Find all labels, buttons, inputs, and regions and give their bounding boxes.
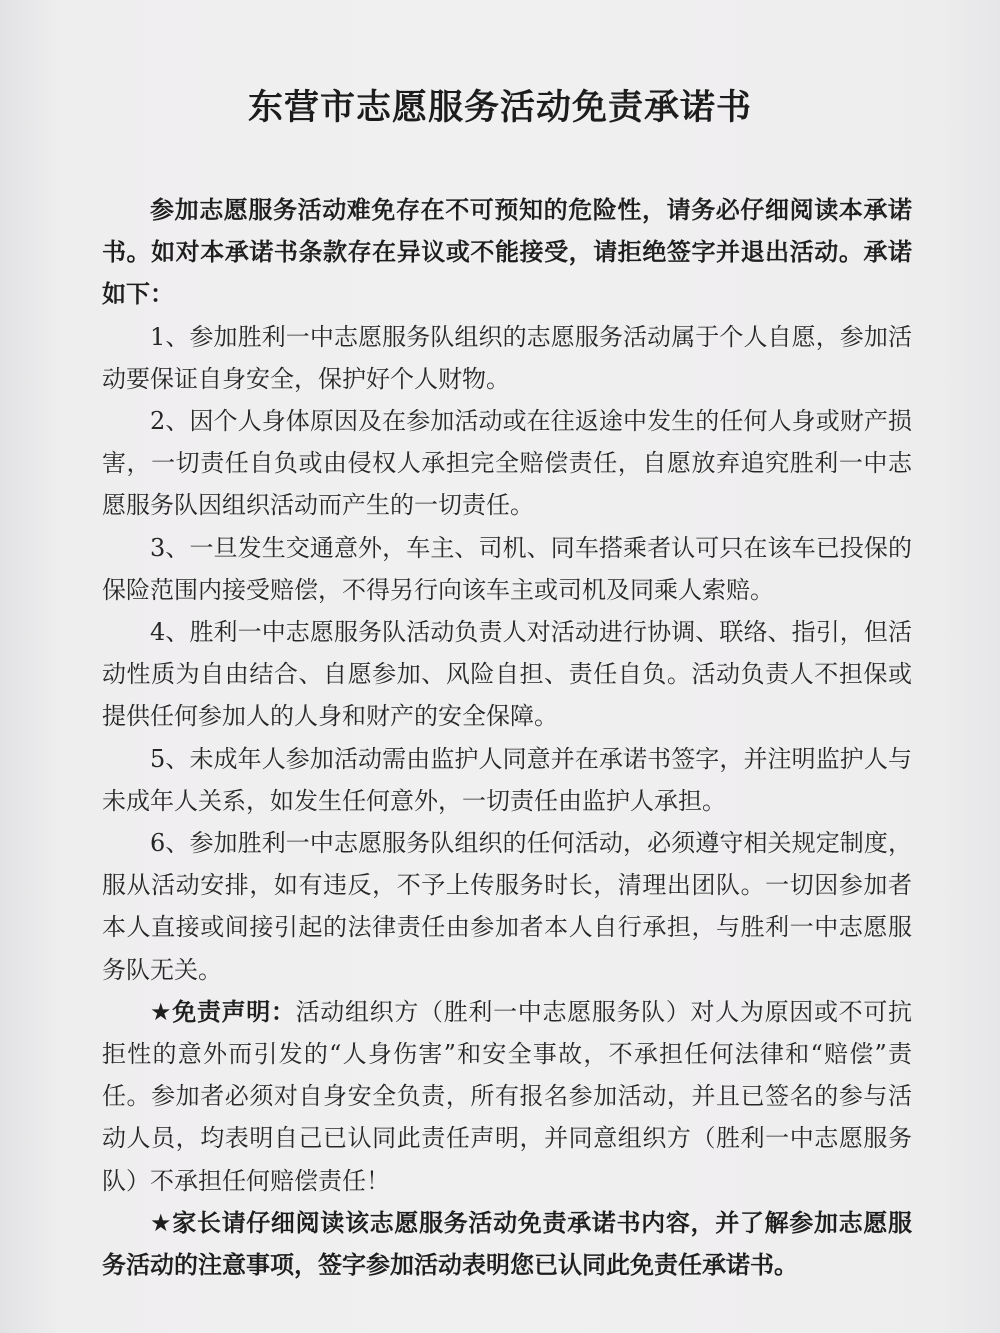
- clause-2: 2、因个人身体原因及在参加活动或在往返途中发生的任何人身或财产损害，一切责任自负或由侵权人承担完全赔偿责任，自愿放弃追究胜利一中志愿服务队因组织活动而产生的一切责任。: [102, 407, 912, 520]
- clause-3: 3、一旦发生交通意外，车主、司机、同车搭乘者认可只在该车已投保的保险范围内接受赔偿，不得另行向该车主或司机及同乘人索赔。: [102, 533, 912, 604]
- intro-paragraph: 参加志愿服务活动难免存在不可预知的危险性，请务必仔细阅读本承诺书。如对本承诺书条款存在异议或不能接受，请拒绝签字并退出活动。承诺如下：: [102, 196, 912, 309]
- clause-6: 6、参加胜利一中志愿服务队组织的任何活动，必须遵守相关规定制度，服从活动安排，如有违反，不予上传服务时长，清理出团队。一切因参加者本人直接或间接引起的法律责任由参加者本人自行承担，与胜利一中志愿服务队无关。: [102, 829, 912, 984]
- document-body: [102, 189, 912, 1286]
- clause-5: 5、未成年人参加活动需由监护人同意并在承诺书签字，并注明监护人与未成年人关系，如发生任何意外，一切责任由监护人承担。: [102, 744, 912, 815]
- disclaimer-text: 活动组织方（胜利一中志愿服务队）对人为原因或不可抗拒性的意外而引发的“人身伤害”和安全事故，不承担任何法律和“赔偿”责任。参加者必须对自身安全负责，所有报名参加活动，并且已签名的参与活动人员，均表明自己已认同此责任声明，并同意组织方（胜利一中志愿服务队）不承担任何赔偿责任！: [102, 997, 913, 1195]
- disclaimer-label: ★免责声明：: [150, 997, 296, 1026]
- clause-4: 4、胜利一中志愿服务队活动负责人对活动进行协调、联络、指引，但活动性质为自由结合、自愿参加、风险自担、责任自负。活动负责人不担保或提供任何参加人的人身和财产的安全保障。: [102, 618, 912, 731]
- page-title: 东营市志愿服务活动免责承诺书: [247, 87, 752, 128]
- disclaimer-paragraph: [102, 991, 912, 1202]
- clause-1: 1、参加胜利一中志愿服务队组织的志愿服务活动属于个人自愿，参加活动要保证自身安全，保护好个人财物。: [102, 322, 912, 393]
- parent-notice: ★家长请仔细阅读该志愿服务活动免责承诺书内容，并了解参加志愿服务活动的注意事项，签字参加活动表明您已认同此免责任承诺书。: [102, 1208, 912, 1280]
